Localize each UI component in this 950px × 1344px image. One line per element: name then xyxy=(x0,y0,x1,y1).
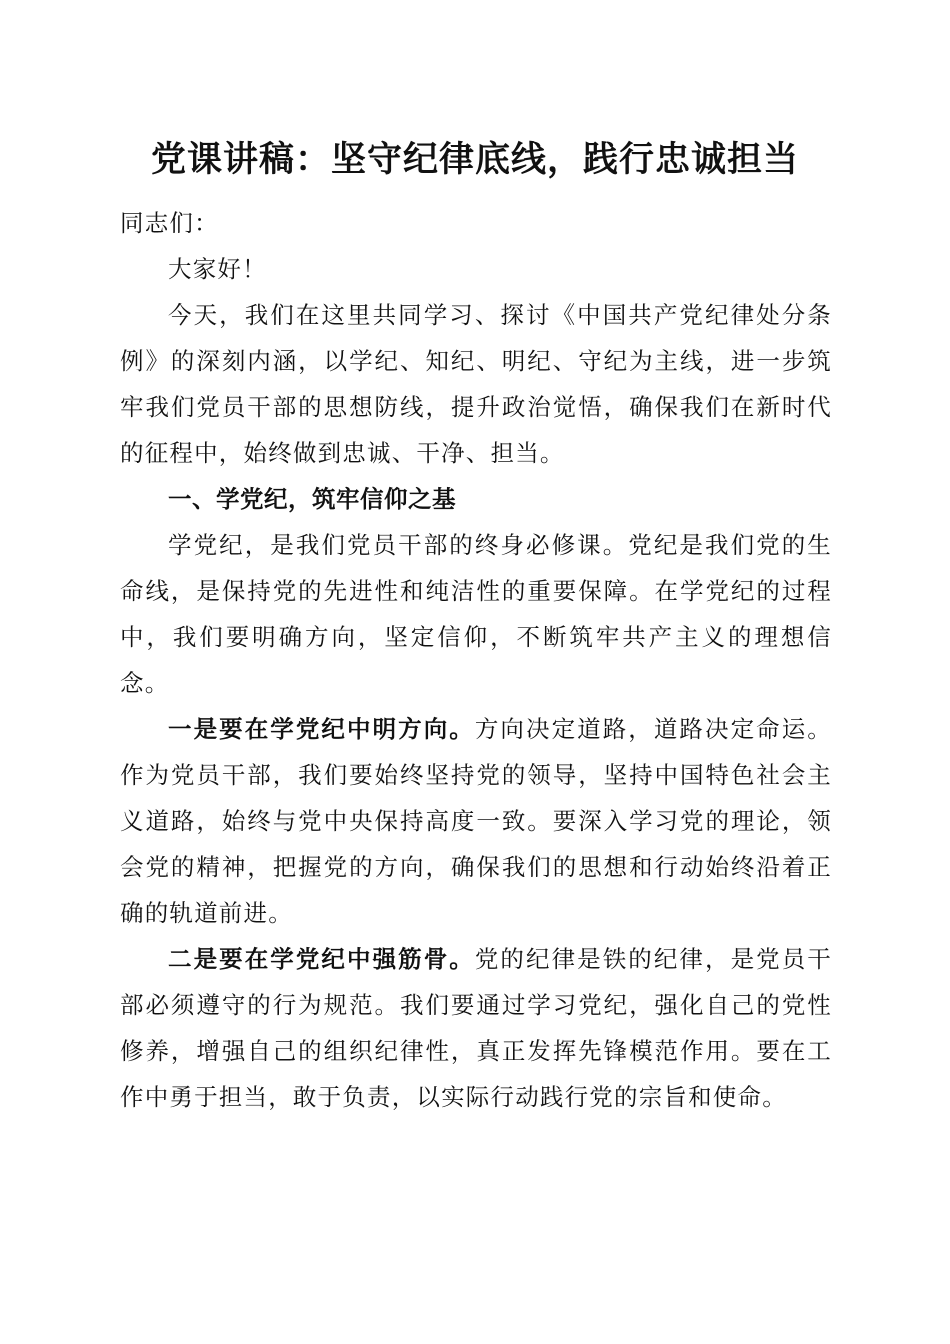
section-paragraph: 学党纪，是我们党员干部的终身必修课。党纪是我们党的生命线，是保持党的先进性和纯洁性的重要保障。在学党纪的过程中，我们要明确方向，坚定信仰，不断筑牢共产主义的理想信念。 xyxy=(120,531,832,697)
point-two-paragraph xyxy=(120,936,832,1120)
greeting: 大家好！ xyxy=(168,255,267,283)
point-two-text: 党的纪律是铁的纪律，是党员干部必须遵守的行为规范。我们要通过学习党纪，强化自己的党性修养，增强自己的组织纪律性，真正发挥先锋模范作用。要在工作中勇于担当，敢于负责，以实际行动践行党的宗旨和使命。 xyxy=(120,945,832,1111)
document-title: 党课讲稿：坚守纪律底线，践行忠诚担当 xyxy=(150,139,799,180)
point-one-text: 方向决定道路，道路决定命运。作为党员干部，我们要始终坚持党的领导，坚持中国特色社会主义道路，始终与党中央保持高度一致。要深入学习党的理论，领会党的精神，把握党的方向，确保我们的思想和行动始终沿着正确的轨道前进。 xyxy=(120,715,832,927)
point-two-lead: 二是要在学党纪中强筋骨。 xyxy=(168,945,475,973)
salutation: 同志们： xyxy=(120,209,219,237)
intro-paragraph: 今天，我们在这里共同学习、探讨《中国共产党纪律处分条例》的深刻内涵，以学纪、知纪、明纪、守纪为主线，进一步筑牢我们党员干部的思想防线，提升政治觉悟，确保我们在新时代的征程中，始终做到忠诚、干净、担当。 xyxy=(120,301,832,467)
point-one-paragraph xyxy=(120,706,832,936)
point-one-lead: 一是要在学党纪中明方向。 xyxy=(168,715,475,743)
section-heading: 一、学党纪，筑牢信仰之基 xyxy=(168,485,456,513)
document-body xyxy=(120,200,832,1120)
